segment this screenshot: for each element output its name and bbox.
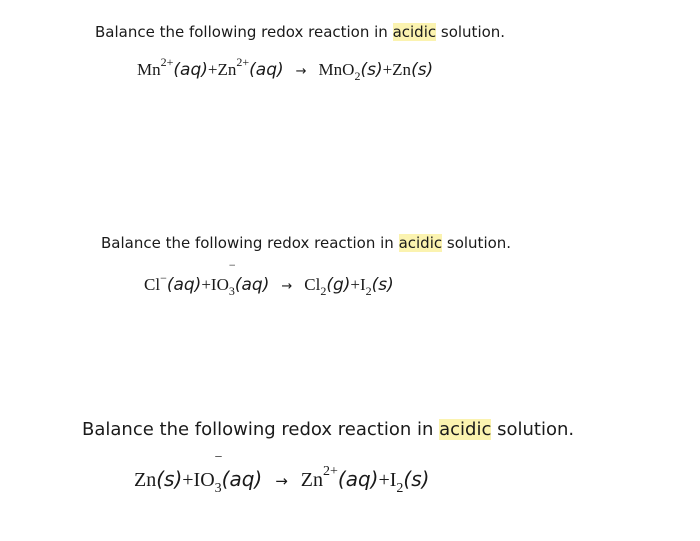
problem-2-equation — [144, 258, 394, 298]
reactant-2-charge: 2+ — [236, 55, 250, 69]
problem-1-equation — [137, 55, 434, 83]
prompt-text-after: solution. — [442, 234, 512, 252]
reactant-1-state: (aq) — [173, 60, 208, 80]
product-2-formula: I — [389, 469, 397, 491]
product-1-formula: MnO — [318, 60, 355, 79]
reaction-arrow-icon: → — [281, 279, 293, 294]
plus-sign: + — [182, 469, 194, 491]
product-1-state: (g) — [326, 275, 351, 295]
product-1-subscript: 2 — [320, 284, 327, 298]
problem-1-prompt — [95, 23, 505, 41]
product-1-formula: Cl — [304, 275, 321, 294]
prompt-text-before: Balance the following redox reaction in — [82, 419, 440, 440]
reactant-1-charge: − — [160, 271, 167, 285]
reactant-2-subscript: 3 — [214, 481, 222, 496]
highlighted-word: acidic — [439, 419, 492, 440]
plus-sign: + — [201, 275, 211, 294]
product-1-charge: 2+ — [323, 464, 338, 479]
prompt-text-before: Balance the following redox reaction in — [95, 23, 393, 41]
product-1-state: (aq) — [337, 467, 379, 491]
reactant-2-charge: − — [228, 258, 236, 272]
product-2-state: (s) — [403, 467, 430, 491]
reactant-2-subscript: 3 — [228, 284, 235, 298]
reactant-1-formula: Cl — [144, 275, 161, 294]
product-2-subscript: 2 — [365, 284, 372, 298]
reactant-2-formula: IO — [193, 469, 215, 491]
highlighted-word: acidic — [398, 234, 443, 252]
reactant-2-charge: − — [214, 450, 223, 465]
reactant-1-state: (s) — [156, 467, 183, 491]
product-2-formula: Zn — [392, 60, 412, 79]
product-2-subscript: 2 — [396, 481, 404, 496]
product-1-state: (s) — [360, 60, 383, 80]
problem-3-equation — [134, 450, 430, 496]
reactant-1-state: (aq) — [166, 275, 202, 295]
product-2-state: (s) — [371, 275, 394, 295]
product-1-formula: Zn — [300, 469, 323, 491]
reactant-1-formula: Zn — [134, 469, 157, 491]
plus-sign: + — [350, 275, 360, 294]
plus-sign: + — [382, 60, 393, 79]
product-1-subscript: 2 — [354, 69, 361, 83]
plus-sign: + — [207, 60, 218, 79]
reactant-2-formula: IO — [210, 275, 229, 294]
reactant-2-state: (aq) — [234, 275, 270, 295]
reactant-2-formula: Zn — [217, 60, 237, 79]
problem-2-prompt — [101, 234, 511, 252]
reactant-2-state: (aq) — [221, 467, 263, 491]
reaction-arrow-icon: → — [295, 64, 307, 79]
prompt-text-after: solution. — [436, 23, 506, 41]
reactant-1-formula: Mn — [137, 60, 161, 79]
prompt-text-after: solution. — [491, 419, 575, 440]
plus-sign: + — [378, 469, 390, 491]
reactant-2-state: (aq) — [249, 60, 284, 80]
highlighted-word: acidic — [392, 23, 437, 41]
product-2-state: (s) — [411, 60, 434, 80]
reactant-2-subsup — [214, 450, 223, 496]
product-2-formula: I — [359, 275, 366, 294]
prompt-text-before: Balance the following redox reaction in — [101, 234, 399, 252]
reaction-arrow-icon: → — [275, 472, 288, 490]
reactant-1-charge: 2+ — [160, 55, 174, 69]
problem-3-prompt — [82, 419, 574, 440]
reactant-2-subsup — [228, 258, 236, 298]
